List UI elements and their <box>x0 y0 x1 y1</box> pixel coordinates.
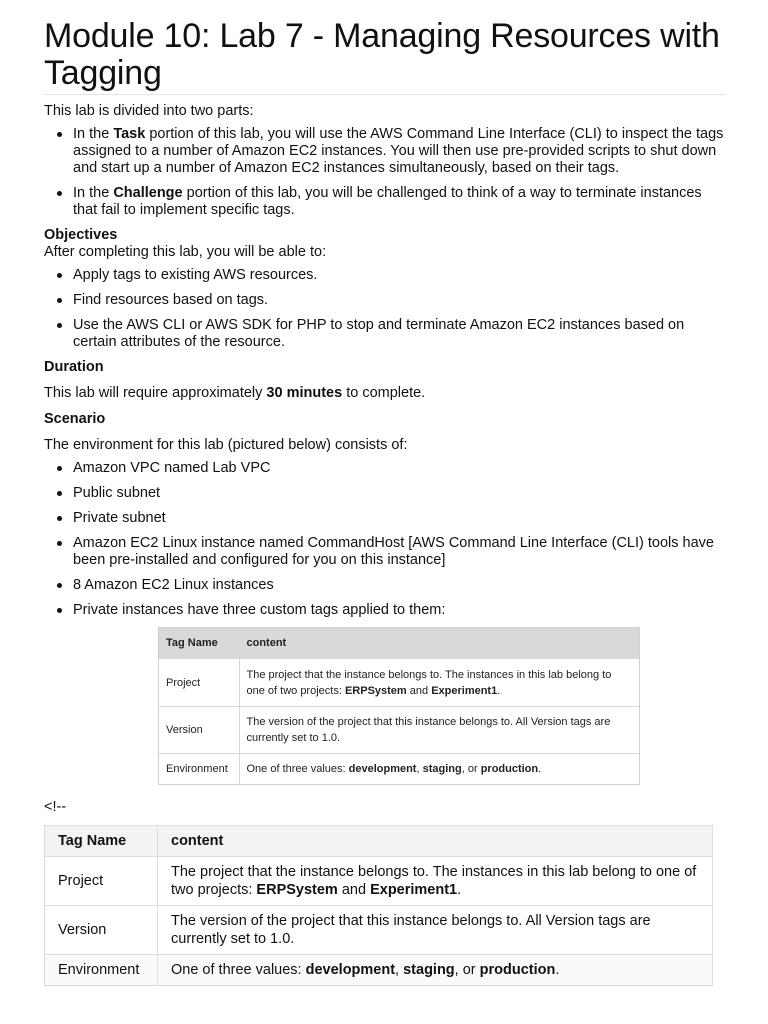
bold-term: development <box>305 961 396 978</box>
tag-content-cell: The version of the project that this instance belongs to. All Version tags are currently set to 1.0. <box>158 905 713 954</box>
text-span: and <box>337 881 371 898</box>
tag-content-cell <box>239 754 639 784</box>
list-item: Apply tags to existing AWS resources. <box>73 267 726 284</box>
bold-term: ERPSystem <box>344 684 407 697</box>
column-header: content <box>158 825 713 856</box>
text-span: This lab will require approximately <box>44 385 267 401</box>
text-span: . <box>538 762 542 775</box>
text-span: , or <box>461 762 481 775</box>
text-span: The project that the instance belongs to. The instances in this lab belong to one of two projects: <box>246 668 612 697</box>
list-item: Use the AWS CLI or AWS SDK for PHP to stop and terminate Amazon EC2 instances based on certain attributes of the resource. <box>73 317 726 351</box>
column-header: Tag Name <box>45 825 158 856</box>
tag-content-cell <box>158 954 713 985</box>
parts-list <box>44 126 726 219</box>
table-row <box>45 905 713 954</box>
table-row <box>45 954 713 985</box>
tag-table-image-grid <box>159 628 639 784</box>
objectives-list <box>44 267 726 351</box>
list-item: Amazon EC2 Linux instance named CommandHost [AWS Command Line Interface (CLI) tools have been pre-installed and configured for you on this instance] <box>73 535 726 569</box>
bold-term: production <box>479 961 556 978</box>
text-span: The project that the instance belongs to. The instances in this lab belong to one of two projects: <box>171 863 697 898</box>
tag-table <box>44 825 713 986</box>
bold-term: Task <box>113 126 146 142</box>
tag-content-cell <box>158 856 713 905</box>
text-span: , <box>395 961 404 978</box>
objectives-heading: Objectives <box>44 227 118 243</box>
table-row <box>159 707 639 754</box>
text-span: , or <box>454 961 480 978</box>
scenario-list <box>44 460 726 619</box>
text-span: , <box>416 762 423 775</box>
list-item: Find resources based on tags. <box>73 292 726 309</box>
text-span: One of three values: <box>171 961 306 978</box>
text-span: to complete. <box>342 385 426 401</box>
scenario-heading: Scenario <box>44 411 106 427</box>
list-item <box>73 185 726 219</box>
list-item: Public subnet <box>73 485 726 502</box>
tag-name-cell: Version <box>45 905 158 954</box>
tag-table-image <box>158 627 640 785</box>
bold-term: 30 minutes <box>266 385 343 401</box>
list-item: Private subnet <box>73 510 726 527</box>
scenario-intro: The environment for this lab (pictured below) consists of: <box>44 437 408 453</box>
list-item: Private instances have three custom tags applied to them: <box>73 602 726 619</box>
bold-term: ERPSystem <box>256 881 338 898</box>
tag-name-cell: Environment <box>45 954 158 985</box>
intro-text: This lab is divided into two parts: <box>44 103 254 119</box>
table-row <box>159 754 639 784</box>
bold-term: Experiment1 <box>370 881 458 898</box>
column-header: Tag Name <box>159 628 239 659</box>
bold-term: development <box>348 762 417 775</box>
duration-heading: Duration <box>44 359 104 375</box>
text-span: In the <box>73 185 114 201</box>
objectives-intro: After completing this lab, you will be able to: <box>44 244 327 260</box>
list-item: 8 Amazon EC2 Linux instances <box>73 577 726 594</box>
text-span: . <box>457 881 462 898</box>
table-row <box>159 659 639 707</box>
text-span: portion of this lab, you will use the AWS Command Line Interface (CLI) to inspect the tags assigned to a number of Amazon EC2 instances. You will then use pre-provided scripts to shut down and start up a number of Amazon EC2 instances simultaneously, based on their tags. <box>73 126 724 176</box>
table-row <box>45 856 713 905</box>
bold-term: production <box>480 762 539 775</box>
tag-name-cell: Version <box>159 707 239 754</box>
list-item <box>73 126 726 177</box>
tag-name-cell: Environment <box>159 754 239 784</box>
page-title: Module 10: Lab 7 - Managing Resources with Tagging <box>44 18 726 95</box>
text-span: In the <box>73 126 114 142</box>
text-span: and <box>406 684 432 697</box>
bold-term: Challenge <box>113 185 183 201</box>
text-span: . <box>497 684 501 697</box>
bold-term: Experiment1 <box>431 684 498 697</box>
list-item: Amazon VPC named Lab VPC <box>73 460 726 477</box>
text-span: portion of this lab, you will be challenged to think of a way to terminate instances that fail to implement specific tags. <box>73 185 702 218</box>
text-span: . <box>555 961 560 978</box>
bold-term: staging <box>422 762 462 775</box>
comment-marker: <!-- <box>44 798 67 815</box>
tag-content-cell <box>239 659 639 707</box>
column-header: content <box>239 628 639 659</box>
tag-name-cell: Project <box>159 659 239 707</box>
text-span: One of three values: <box>246 762 349 775</box>
duration-text <box>44 385 726 402</box>
tag-content-cell: The version of the project that this instance belongs to. All Version tags are currently set to 1.0. <box>239 707 639 754</box>
tag-name-cell: Project <box>45 856 158 905</box>
bold-term: staging <box>403 961 455 978</box>
